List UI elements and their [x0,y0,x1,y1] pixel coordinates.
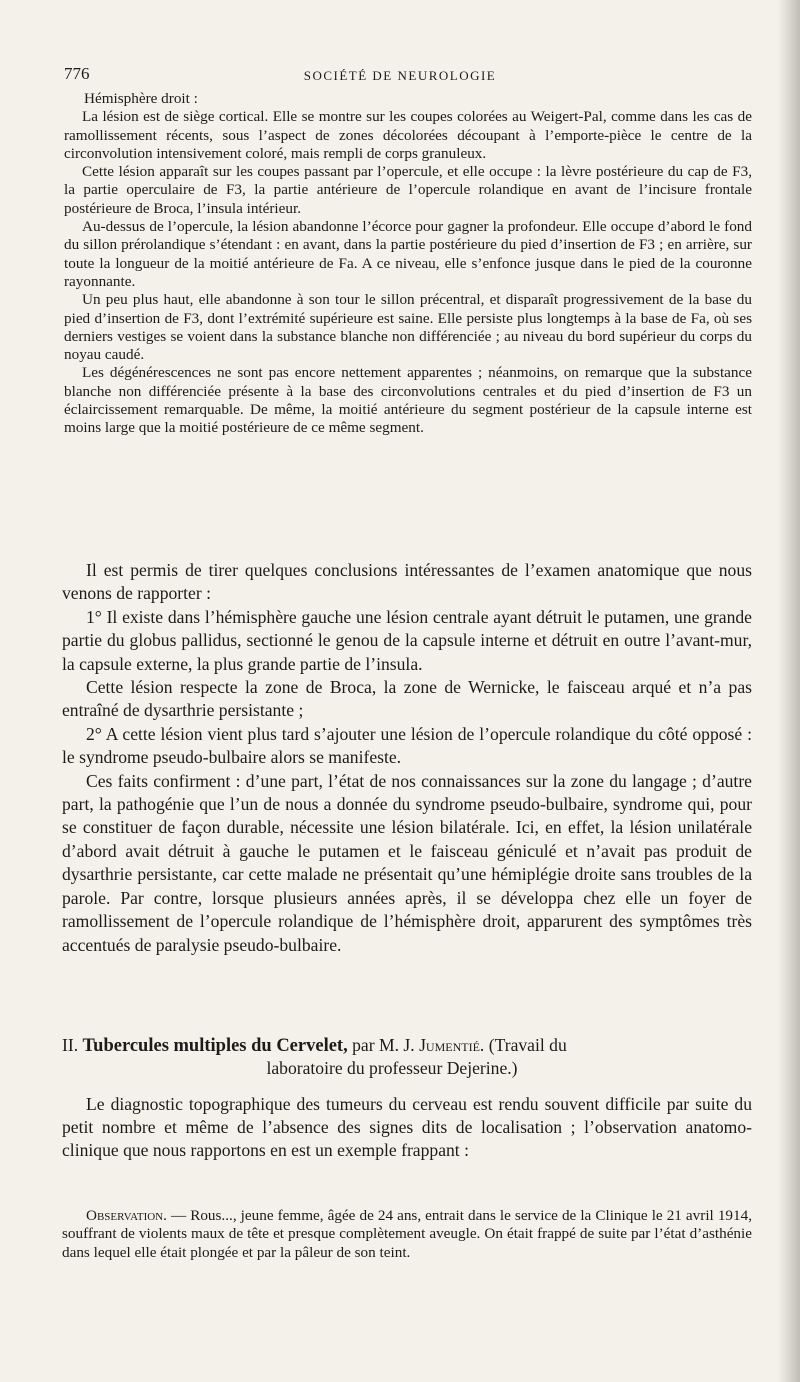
section-note-continued: laboratoire du professeur Dejerine.) [266,1058,518,1078]
section-intro [62,1093,752,1163]
page-number: 776 [64,64,90,83]
paragraph: La lésion est de siège cortical. Elle se montre sur les coupes colorées au Weigert-Pal, comme dans les cas de ramollissement récents, sous l’aspect de zones décolorées découpant à l’emporte-pièce le centre de la circonvolution intensivement coloré, mais rempli de corps granuleux. [64,108,752,162]
section-number: II. [62,1035,79,1055]
pathology-report [64,90,752,438]
observation-lead: Observation. — [86,1207,187,1224]
paragraph: Cette lésion apparaît sur les coupes passant par l’opercule, et elle occupe : la lèvre postérieure du cap de F3, la partie operculaire de F3, la partie antérieure de l’opercule rolandique en avant de l’incisure frontale postérieure de Broca, l’insula intérieur. [64,163,752,217]
page-header [64,64,736,88]
paragraph: 1° Il existe dans l’hémisphère gauche une lésion centrale ayant détruit le putamen, une grande partie du globus pallidus, sectionné le genou de la capsule interne et détruit en outre l’avant-mur, la capsule externe, la plus grande partie de l’insula. [62,606,752,674]
paragraph: Il est permis de tirer quelques conclusions intéressantes de l’examen anatomique que nous venons de rapporter : [62,560,752,604]
observation-text: Rous..., jeune femme, âgée de 24 ans, entrait dans le service de la Clinique le 21 avril 1914, souffrant de violents maux de tête et presque complètement aveugle. On était frappé de suite par l’état d’asthénie dans lequel elle était plongée et par la pâleur de son teint. [62,1207,752,1261]
paragraph: Au-dessus de l’opercule, la lésion abandonne l’écorce pour gagner la profondeur. Elle occupe d’abord le fond du sillon prérolandique s’étendant : en avant, dans la partie postérieure du pied d’insertion de F3 ; en arrière, sur toute la longueur de la moitié antérieure de Fa. A ce niveau, elle s’enfonce jusque dans le pied de la couronne rayonnante. [64,218,752,290]
conclusions-text [62,559,752,957]
section-title: Tubercules multiples du Cervelet, [82,1036,348,1056]
section-heading [62,1034,752,1079]
paragraph: Cette lésion respecte la zone de Broca, la zone de Wernicke, le faisceau arqué et n’a pas entraîné de dysarthrie persistante ; [62,677,752,721]
paragraph: Un peu plus haut, elle abandonne à son tour le sillon précentral, et disparaît progressivement de la base du pied d’insertion de F3, dont l’extrémité supérieure est saine. Elle persiste plus longtemps à la base de Fa, où ses derniers vestiges se voient dans la substance blanche non différenciée ; au niveau du bord supérieur du corps du noyau caudé. [64,291,752,364]
paragraph: Hémisphère droit : [84,90,198,107]
running-title: SOCIÉTÉ DE NEUROLOGIE [303,68,497,83]
paragraph [62,1207,752,1262]
section-by: par M. J. [352,1035,415,1055]
section-note: (Travail du [488,1035,567,1055]
paragraph: Le diagnostic topographique des tumeurs du cerveau est rendu souvent difficile par suite du petit nombre et même de l’absence des signes dits de localisation ; l’observation anatomo-clinique que nous rapportons en est un exemple frappant : [62,1094,752,1161]
page-edge-shadow [778,0,800,1382]
section-heading-line [62,1034,752,1057]
paragraph: Les dégénérescences ne sont pas encore nettement apparentes ; néanmoins, on remarque que la substance blanche non différenciée présente à la base des circonvolutions centrales et du pied d’insertion de F3 un éclaircissement remarquable. De même, la moitié antérieure du segment postérieur de la capsule interne est moins large que la moitié postérieure de ce même segment. [64,364,752,437]
observation [62,1207,752,1262]
paragraph: 2° A cette lésion vient plus tard s’ajouter une lésion de l’opercule rolandique du côté opposé : le syndrome pseudo-bulbaire alors se manifeste. [62,723,752,768]
section-author: Jumentié. [419,1035,485,1055]
paragraph: Ces faits confirment : d’une part, l’état de nos connaissances sur la zone du langage ; d’autre part, la pathogénie que l’un de nous a donnée du syndrome pseudo-bulbaire, syndrome qui, pour se constituer de façon durable, nécessite une lésion bilatérale. Ici, en effet, la lésion unilatérale d’abord avait détruit à gauche le putamen et le faisceau géniculé et n’avait pas produit de dysarthrie persistante, car cette malade ne présentait qu’une hémiplégie droite sans troubles de la parole. Par contre, lorsque plusieurs années après, il se développa chez elle un foyer de ramollissement de l’opercule rolandique de l’hémisphère droit, apparurent des symptômes très accentués de paralysie pseudo-bulbaire. [62,770,752,955]
